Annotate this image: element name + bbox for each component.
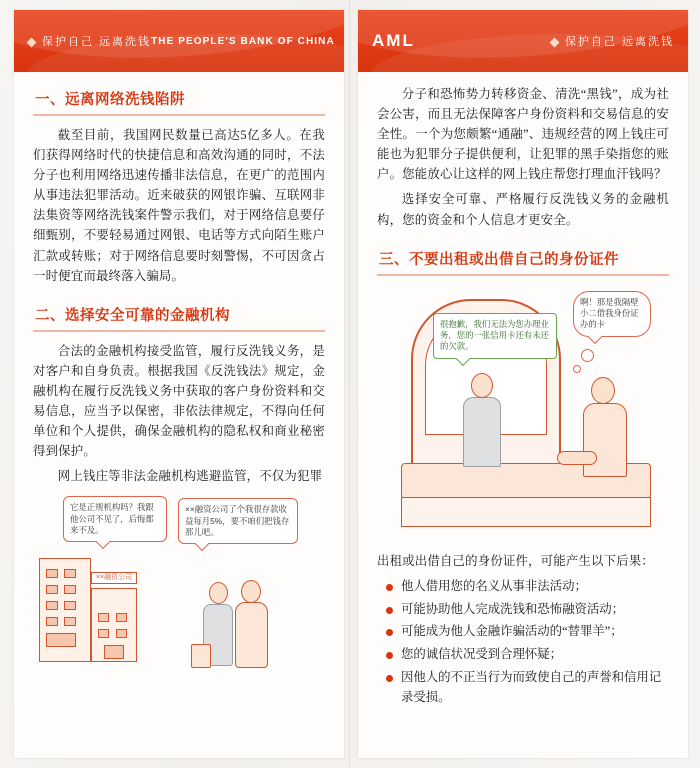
counter-desk-front bbox=[401, 497, 651, 527]
right-column-content bbox=[377, 84, 669, 711]
section-heading-3: 三、不要出租或出借自己的身份证件 bbox=[377, 244, 669, 276]
building-short bbox=[91, 588, 137, 662]
list-item: 可能成为他人金融诈骗活动的“替罪羊”； bbox=[377, 622, 669, 642]
buildings-and-couple-illustration bbox=[33, 492, 325, 692]
section-2-paragraph-2: 网上钱庄等非法金融机构逃避监管，不仅为犯罪 bbox=[57, 469, 323, 484]
customer-arm bbox=[557, 451, 597, 465]
briefcase-icon bbox=[191, 644, 211, 668]
section-2-paragraph-1: 合法的金融机构接受监管，履行反洗钱义务，是对客户和自身负责。根据我国《反洗钱法》规定，金融机构在履行反洗钱义务中获取的客户身份资料和交易信息，应当予以保密，非依法律规定，不得向任何单位和个人提供，确保金融机构的隐私权和商业秘密得到保护。 bbox=[33, 343, 325, 459]
consequences-lead: 出租或出借自己的身份证件，可能产生以下后果： bbox=[377, 553, 654, 568]
right-header-slogan: 保护自己 远离洗钱 bbox=[551, 33, 674, 49]
speech-bubble-left: 它是正规机构吗？我跟他公司不见了，后悔都来不及。 bbox=[63, 496, 167, 542]
clerk-head bbox=[471, 373, 493, 398]
clerk-body bbox=[463, 397, 501, 467]
left-column-content bbox=[33, 84, 325, 692]
continued-paragraph-2: 选择安全可靠、严格履行反洗钱义务的金融机构，您的资金和个人信息才更安全。 bbox=[377, 192, 669, 227]
customer-thought-bubble: 啊！那是我隔壁小二借我身份证办的卡 bbox=[573, 291, 651, 337]
list-item: 因他人的不正当行为而致使自己的声誉和信用记录受损。 bbox=[377, 668, 669, 708]
thought-dot-large bbox=[581, 349, 594, 362]
list-item: 他人借用您的名义从事非法活动； bbox=[377, 577, 669, 597]
right-page-panel bbox=[358, 10, 688, 758]
section-heading-1: 一、远离网络洗钱陷阱 bbox=[33, 84, 325, 116]
consequences-list bbox=[377, 577, 669, 708]
left-header-slogan: 保护自己 远离洗钱 bbox=[28, 33, 151, 49]
woman-figure-head bbox=[241, 580, 261, 603]
list-item: 您的诚信状况受到合理怀疑； bbox=[377, 645, 669, 665]
clerk-speech-bubble: 很抱歉，我们无法为您办理业务，您的一张信用卡还有未还的欠款。 bbox=[433, 313, 557, 359]
thought-dot-small bbox=[573, 365, 581, 373]
continued-paragraph-1: 分子和恐怖势力转移资金、清洗“黑钱”，成为社会公害，而且无法保障客户身份资料和交易信息的安全性。一个为您颇繁“通融”、违规经营的网上钱庄可能也为犯罪分子提供便利，让犯罪的黑手染指您的账户。您能放心让这样的网上钱庄帮您打理血汗钱吗？ bbox=[377, 87, 669, 182]
woman-figure-body bbox=[235, 602, 268, 668]
customer-head bbox=[591, 377, 615, 404]
aml-label: AML bbox=[372, 31, 415, 50]
section-1-paragraph-1: 截至目前，我国网民数量已高达5亿多人。在我们获得网络时代的快捷信息和高效沟通的同时，不法分子也利用网络迅速传播非法信息，在更广的范围内从事违法犯罪活动。近来破获的网银诈骗、互联网非法集资等网络洗钱案件警示我们，对于网络信息要仔细甄别，不要轻易通过网银、电话等方式向陌生账户汇款或转账；对于网络信息要时刻警惕，不可因贪占一时便宜而最终落入骗局。 bbox=[33, 128, 325, 283]
right-page-header bbox=[358, 10, 688, 72]
left-page-panel bbox=[14, 10, 344, 758]
bank-name-label: THE PEOPLE'S BANK OF CHINA bbox=[151, 35, 335, 47]
list-item: 可能协助他人完成洗钱和恐怖融资活动； bbox=[377, 600, 669, 620]
building-sign: ××融资公司 bbox=[91, 572, 137, 584]
bank-counter-illustration bbox=[377, 285, 669, 543]
section-heading-2: 二、选择安全可靠的金融机构 bbox=[33, 300, 325, 332]
speech-bubble-right: ××融资公司了个我很存款收益每月5%，要不咱们把钱存那儿吧。 bbox=[178, 498, 298, 544]
left-page-header bbox=[14, 10, 344, 72]
page-gutter bbox=[349, 0, 350, 768]
man-figure-head bbox=[209, 582, 228, 604]
diamond-icon-2 bbox=[549, 37, 559, 47]
customer-body bbox=[583, 403, 627, 477]
diamond-icon bbox=[27, 37, 37, 47]
building-tall bbox=[39, 558, 91, 662]
